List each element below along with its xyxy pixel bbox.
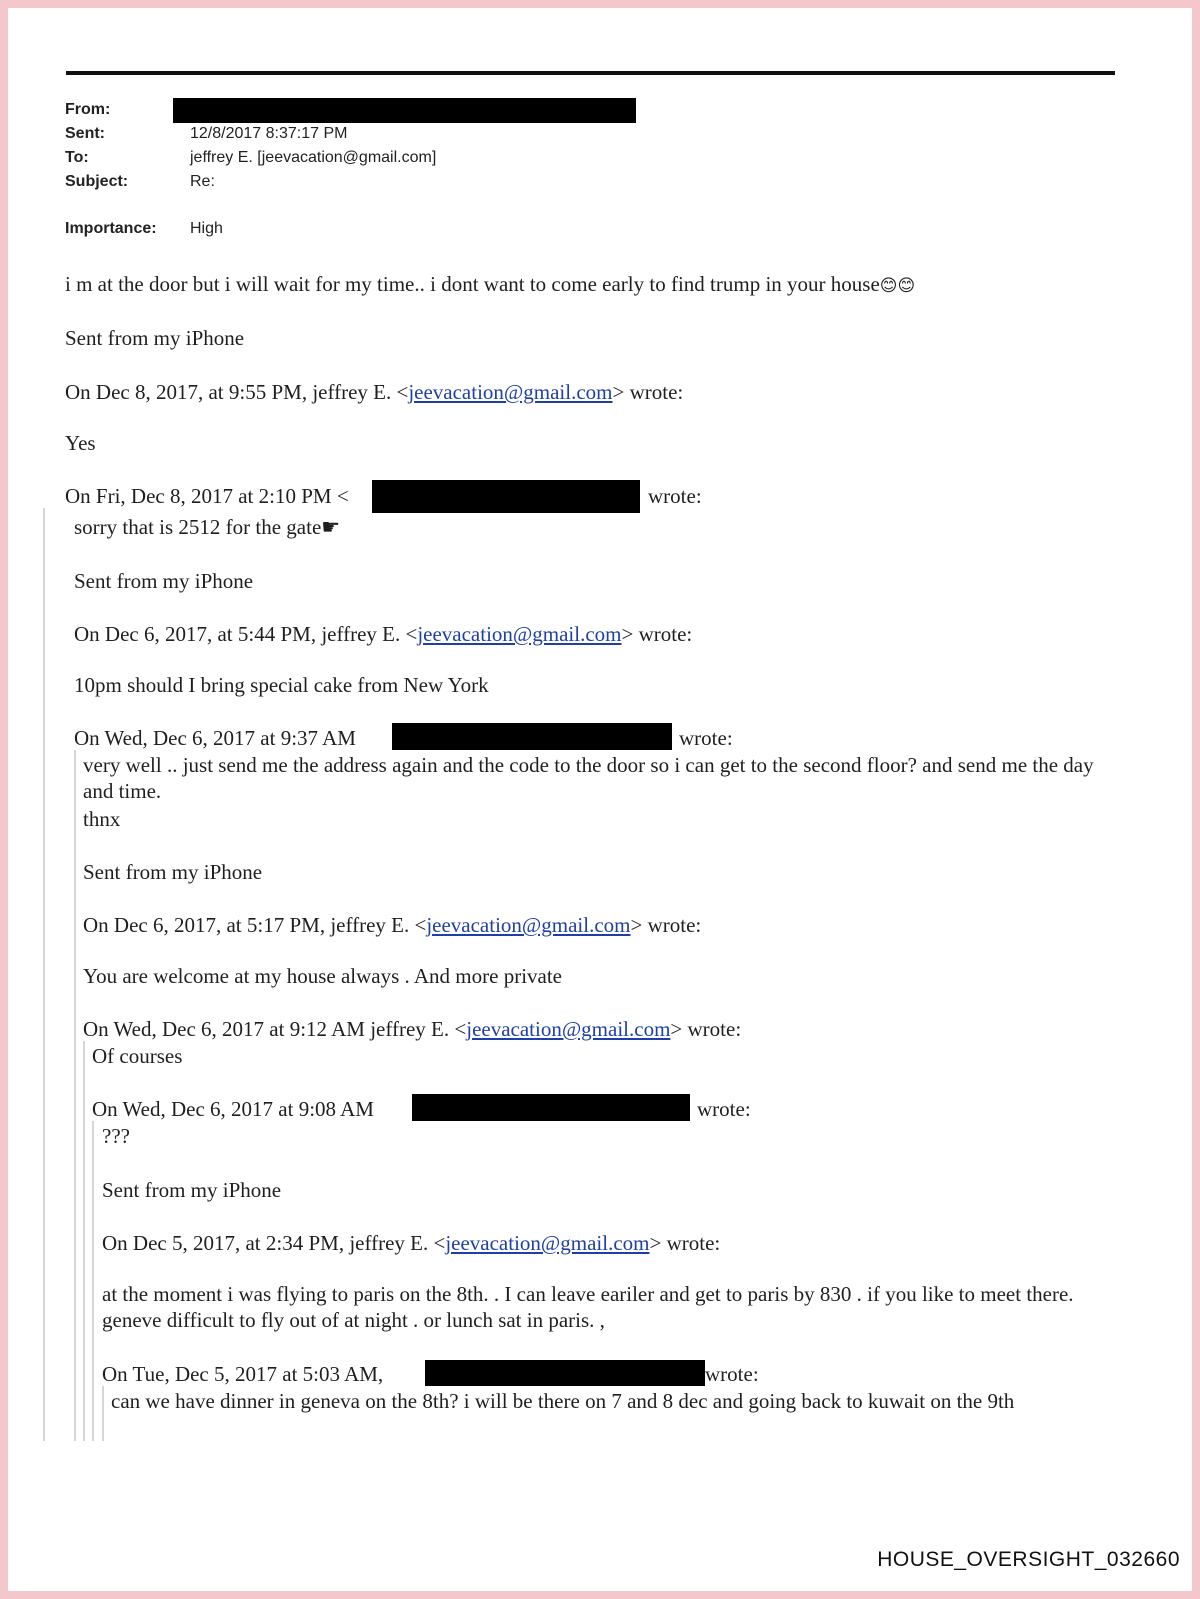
message-line bbox=[65, 271, 915, 299]
quote-header-7: On Wed, Dec 6, 2017 at 9:08 AM bbox=[92, 1097, 374, 1121]
geneva-text: can we have dinner in geneva on the 8th? i will be there on 7 and 8 dec and going back to kuwait on the 9th bbox=[111, 1389, 1015, 1413]
to-label: To: bbox=[65, 149, 89, 166]
document-page bbox=[8, 8, 1192, 1591]
quote-header-text: On Dec 6, 2017, at 5:17 PM, jeffrey E. < bbox=[83, 913, 427, 937]
paris-text: at the moment i was flying to paris on the 8th. . I can leave eariler and get to paris by 830 . if you like to meet there. geneve difficult to fly out of at night . or lunch sat in paris. , bbox=[102, 1282, 1074, 1332]
quote-header-5 bbox=[83, 912, 701, 938]
header-rule bbox=[66, 71, 1115, 75]
quote-header-3 bbox=[74, 621, 692, 647]
of-courses-line: Of courses bbox=[92, 1044, 183, 1068]
email-link[interactable]: jeevacation@gmail.com bbox=[408, 380, 613, 404]
quote-header-text: On Dec 5, 2017, at 2:34 PM, jeffrey E. < bbox=[102, 1231, 446, 1255]
importance-value: High bbox=[190, 220, 223, 237]
subject-value: Re: bbox=[190, 173, 215, 190]
email-link[interactable]: jeevacation@gmail.com bbox=[426, 913, 631, 937]
very-well-text: very well .. just send me the address again and the code to the door so i can get to the second floor? and send me the day and time. bbox=[83, 753, 1094, 803]
quote-header-9-suffix: wrote: bbox=[705, 1362, 759, 1386]
quote-header-2: On Fri, Dec 8, 2017 at 2:10 PM < bbox=[65, 484, 349, 508]
redaction-sender-4 bbox=[392, 723, 672, 750]
redaction-sender-7 bbox=[412, 1094, 690, 1121]
quote-header-9: On Tue, Dec 5, 2017 at 5:03 AM, bbox=[102, 1362, 384, 1386]
sent-from-iphone-2: Sent from my iPhone bbox=[74, 569, 254, 593]
gate-line bbox=[74, 514, 340, 540]
smile-emoji-icon: 😊😊 bbox=[879, 276, 916, 296]
quote-bar-5 bbox=[102, 1386, 104, 1441]
quote-header-7-suffix: wrote: bbox=[697, 1097, 751, 1121]
thnx-text: thnx bbox=[83, 807, 121, 831]
cake-line: 10pm should I bring special cake from New York bbox=[74, 673, 489, 697]
gate-text: sorry that is 2512 for the gate bbox=[74, 515, 322, 539]
quote-header-8 bbox=[102, 1230, 720, 1256]
importance-label: Importance: bbox=[65, 220, 157, 237]
quote-header-6 bbox=[83, 1016, 741, 1042]
message-text: i m at the door but i will wait for my time.. i dont want to come early to find trump in your house bbox=[65, 272, 880, 296]
quote-header-4: On Wed, Dec 6, 2017 at 9:37 AM bbox=[74, 726, 356, 750]
question-marks-line: ??? bbox=[102, 1124, 130, 1148]
subject-label: Subject: bbox=[65, 173, 129, 190]
sent-from-iphone-1: Sent from my iPhone bbox=[65, 326, 245, 350]
quote-header-1 bbox=[65, 379, 683, 405]
quote-bar-3 bbox=[83, 1041, 85, 1441]
email-link[interactable]: jeevacation@gmail.com bbox=[417, 622, 622, 646]
redaction-from bbox=[173, 98, 636, 123]
quote-header-suffix: > wrote: bbox=[612, 380, 684, 404]
quote-bar-1 bbox=[43, 508, 45, 1441]
quote-header-text: On Dec 8, 2017, at 9:55 PM, jeffrey E. < bbox=[65, 380, 409, 404]
sent-value: 12/8/2017 8:37:17 PM bbox=[190, 125, 348, 142]
sent-from-iphone-3: Sent from my iPhone bbox=[83, 860, 263, 884]
email-link[interactable]: jeevacation@gmail.com bbox=[445, 1231, 650, 1255]
welcome-line: You are welcome at my house always . And more private bbox=[83, 964, 563, 988]
sent-from-iphone-4: Sent from my iPhone bbox=[102, 1178, 282, 1202]
quote-header-2-suffix: wrote: bbox=[648, 484, 702, 508]
pointing-hand-icon: ☛ bbox=[321, 515, 341, 539]
quote-header-4-suffix: wrote: bbox=[679, 726, 733, 750]
bates-stamp: HOUSE_OVERSIGHT_032660 bbox=[877, 1548, 1180, 1571]
quote-bar-2 bbox=[74, 750, 76, 1441]
quote-bar-4 bbox=[92, 1121, 94, 1441]
quote-header-suffix: > wrote: bbox=[621, 622, 693, 646]
quote-header-text: On Wed, Dec 6, 2017 at 9:12 AM jeffrey E. < bbox=[83, 1017, 467, 1041]
to-value: jeffrey E. [jeevacation@gmail.com] bbox=[190, 149, 437, 166]
email-link[interactable]: jeevacation@gmail.com bbox=[466, 1017, 671, 1041]
quote-header-suffix: > wrote: bbox=[670, 1017, 742, 1041]
reply-yes: Yes bbox=[65, 431, 96, 455]
quote-header-text: On Dec 6, 2017, at 5:44 PM, jeffrey E. < bbox=[74, 622, 418, 646]
sent-label: Sent: bbox=[65, 125, 105, 142]
redaction-sender-9 bbox=[425, 1360, 705, 1386]
quote-header-suffix: > wrote: bbox=[649, 1231, 721, 1255]
from-label: From: bbox=[65, 101, 111, 118]
quote-header-suffix: > wrote: bbox=[630, 913, 702, 937]
redaction-sender-2 bbox=[372, 480, 640, 513]
